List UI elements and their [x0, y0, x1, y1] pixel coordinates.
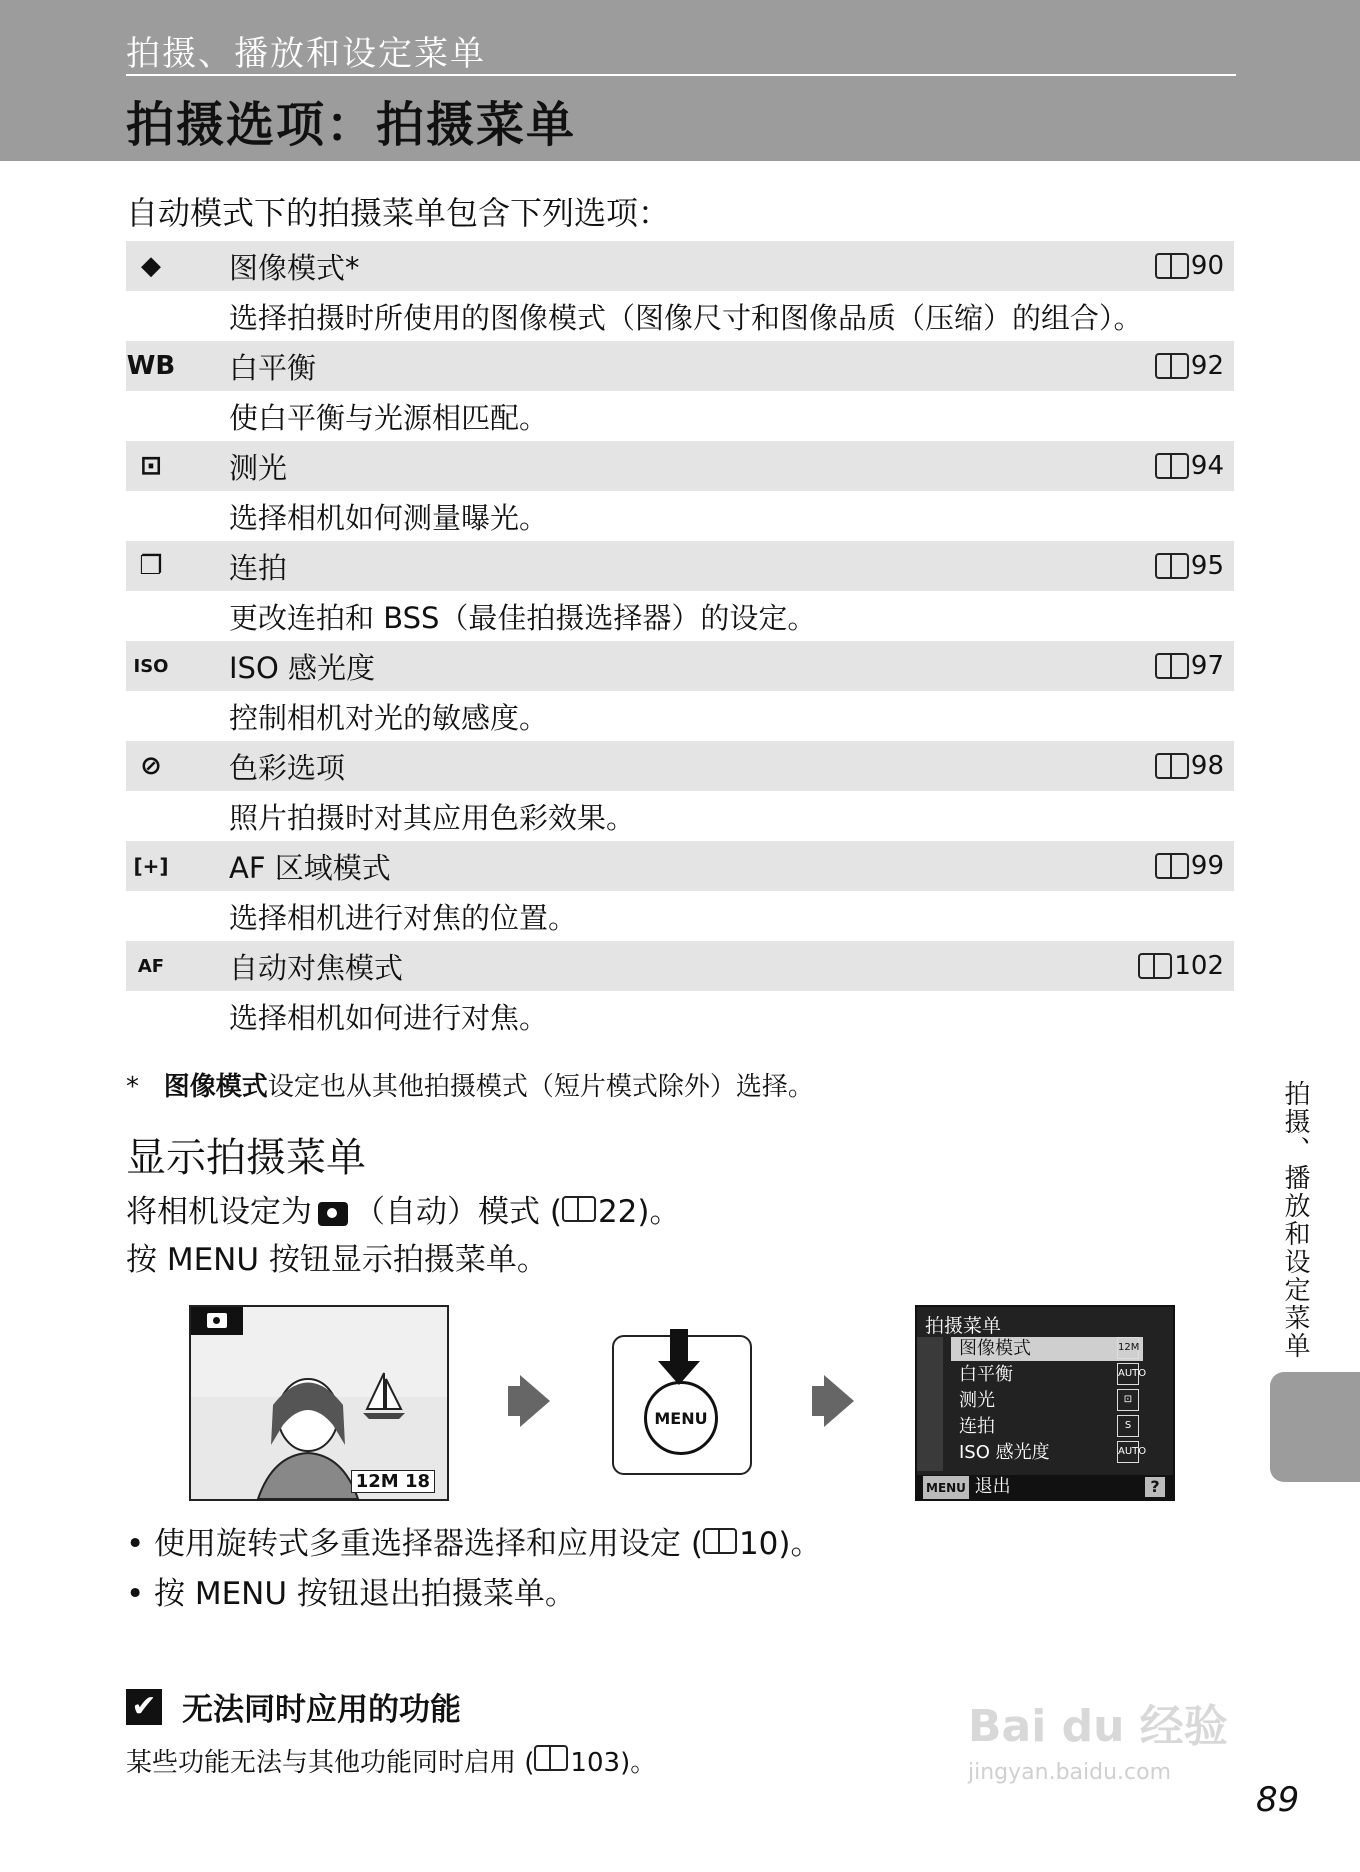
page-ref: 95: [1155, 551, 1224, 581]
option-description: 选择拍摄时所使用的图像模式（图像尺寸和图像品质（压缩）的组合）。: [229, 300, 1143, 335]
camera-icon: [207, 1313, 227, 1328]
book-icon: [534, 1745, 568, 1771]
option-description: 选择相机如何测量曝光。: [229, 500, 549, 535]
option-description: 使白平衡与光源相匹配。: [229, 400, 549, 435]
side-section-label: 拍摄、播放和设定菜单: [1280, 1080, 1310, 1360]
menu-item-iso: ISO 感光度 AUTO: [959, 1442, 1147, 1463]
portrait-subject: [253, 1365, 363, 1499]
page-ref: 94: [1155, 451, 1224, 481]
option-row-continuous: [126, 541, 1234, 591]
option-row-color-options: [126, 741, 1234, 791]
book-icon: [1138, 953, 1172, 979]
book-icon: [1155, 553, 1189, 579]
page-ref: 92: [1155, 351, 1224, 381]
book-icon: [1155, 653, 1189, 679]
arrow-stem: [508, 1386, 520, 1416]
sailboat-icon: [359, 1369, 409, 1421]
footnote-bold: 图像模式: [163, 1072, 268, 1102]
page-title: 拍摄选项：拍摄菜单: [126, 97, 577, 153]
instruction-line-1: 将相机设定为 （自动）模式 ( 22)。: [126, 1194, 681, 1230]
option-row-iso: [126, 641, 1234, 691]
shooting-menu-options-table: [126, 241, 1234, 1041]
option-row-white-balance: [126, 341, 1234, 391]
remaining-shots: 12M 18: [351, 1470, 435, 1493]
menu-tag: MENU: [923, 1476, 969, 1500]
page-number: 89: [1256, 1780, 1300, 1820]
instruction-line-2: 按 MENU 按钮显示拍摄菜单。: [126, 1242, 548, 1278]
footnote: * 图像模式设定也从其他拍摄模式（短片模式除外）选择。: [126, 1072, 814, 1102]
note-text: 某些功能无法与其他功能同时启用 ( 103)。: [126, 1742, 656, 1779]
menu-item-white-balance: 白平衡 AUTO: [959, 1364, 1147, 1385]
intro-text: 自动模式下的拍摄菜单包含下列选项：: [126, 194, 671, 232]
page-ref: 98: [1155, 751, 1224, 781]
book-icon: [703, 1528, 737, 1554]
af-area-icon: [+]: [133, 854, 169, 878]
right-arrow-icon: [520, 1375, 550, 1427]
arrow-stem: [812, 1386, 824, 1416]
press-arrow-icon: [670, 1329, 688, 1363]
option-label: AF 区域模式: [229, 850, 391, 885]
option-label: 白平衡: [229, 350, 317, 385]
side-tab: [1270, 1372, 1360, 1482]
page-header: [0, 0, 1360, 161]
option-label: 测光: [229, 450, 288, 485]
image-mode-icon: ◆: [141, 251, 161, 281]
menu-button-illustration: [612, 1335, 752, 1475]
page-ref: 102: [1138, 951, 1224, 981]
autofocus-mode-icon: AF: [137, 955, 165, 977]
white-balance-icon: WB: [126, 351, 176, 381]
option-description: 选择相机进行对焦的位置。: [229, 900, 578, 935]
book-icon: [1155, 253, 1189, 279]
option-label: 色彩选项: [229, 750, 346, 785]
book-icon: [1155, 453, 1189, 479]
option-label: ISO 感光度: [229, 650, 376, 685]
help-icon: ?: [1145, 1477, 1165, 1497]
note-heading: ✔ 无法同时应用的功能: [126, 1684, 461, 1729]
menu-bottom-bar: [917, 1475, 1173, 1499]
page-ref: 90: [1155, 251, 1224, 281]
bullet-item: • 按 MENU 按钮退出拍摄菜单。: [126, 1576, 576, 1612]
section-title: 拍摄、播放和设定菜单: [126, 34, 486, 74]
menu-sidebar: [917, 1337, 943, 1471]
camera-icon: [318, 1202, 348, 1226]
continuous-icon: ❐: [139, 551, 163, 581]
menu-title: 拍摄菜单: [925, 1315, 1002, 1337]
menu-item-metering: 测光 ⊡: [951, 1389, 1143, 1413]
baidu-watermark: Bai du 经验: [968, 1701, 1228, 1752]
option-description: 照片拍摄时对其应用色彩效果。: [229, 800, 636, 835]
option-description: 选择相机如何进行对焦。: [229, 1000, 549, 1035]
page-ref: 99: [1155, 851, 1224, 881]
exit-label: 退出: [974, 1476, 1011, 1497]
bullet-item: • 使用旋转式多重选择器选择和应用设定 ( 10)。: [126, 1526, 822, 1562]
right-arrow-icon: [824, 1375, 854, 1427]
book-icon: [1155, 753, 1189, 779]
shooting-menu-screen: [915, 1305, 1175, 1501]
option-description: 控制相机对光的敏感度。: [229, 700, 549, 735]
camera-live-view-screen: [189, 1305, 449, 1501]
page-ref: 97: [1155, 651, 1224, 681]
option-row-metering: [126, 441, 1234, 491]
option-label: 自动对焦模式: [229, 950, 404, 985]
checkmark-icon: ✔: [126, 1689, 162, 1725]
option-row-image-mode: [126, 241, 1234, 291]
header-divider: [126, 74, 1236, 76]
option-description: 更改连拍和 BSS（最佳拍摄选择器）的设定。: [229, 600, 817, 635]
auto-mode-tab: [191, 1307, 243, 1335]
menu-item-image-mode: 图像模式 12M: [951, 1337, 1143, 1361]
option-row-af-area: [126, 841, 1234, 891]
color-options-icon: ⊘: [140, 751, 162, 781]
menu-button: MENU: [644, 1381, 718, 1455]
menu-item-continuous: 连拍 S: [951, 1415, 1143, 1439]
book-icon: [1155, 853, 1189, 879]
iso-icon: ISO: [133, 655, 169, 677]
book-icon: [1155, 353, 1189, 379]
metering-icon: ⊡: [140, 451, 162, 481]
section-heading: 显示拍摄菜单: [126, 1135, 366, 1181]
option-label: 图像模式*: [229, 250, 360, 285]
book-icon: [562, 1196, 596, 1222]
option-row-autofocus-mode: [126, 941, 1234, 991]
baidu-watermark-url: jingyan.baidu.com: [968, 1760, 1172, 1785]
option-label: 连拍: [229, 550, 288, 585]
